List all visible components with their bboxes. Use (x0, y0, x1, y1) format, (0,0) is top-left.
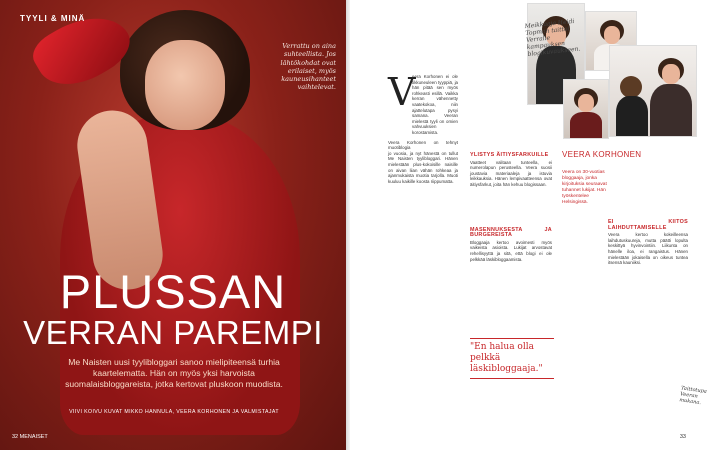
article-column-1 (388, 70, 458, 184)
right-page (350, 0, 708, 450)
column1-text-b: jo vuosia, ja nyt hänestä on tullut Me Naisten tyylibloggari. Hänen mielestään plus-kokoisille naisille on aivan liian vähän rohkeaa ja ajanmukaista muotia tarjolla. Muoti kuuluu kaikille koosta riippumatta. (388, 150, 458, 184)
headline-line1: PLUSSAN (59, 265, 287, 318)
column1-intro: eera Korhonen ei ole tikkuneuleen tyyppiä, ja hän pitää sen myös rohkeasti esillä. Vaikka kerran vähennetty vaatekokoa, niin ajattelutapa pysyi samana. Veeran mielestä tyyli on omien vahvuuksien korostamista. (412, 74, 458, 135)
section-tag: TYYLI & MINÄ (20, 14, 86, 23)
column2-text-b: Bloggaaja kertoo avoimesti myös vaikeista asioista. Lukijat arvostavat rehellisyyttä ja sitä, että blogi ei ole pelkkää läskibloggaamista. (470, 239, 552, 262)
photo-styling-session (610, 46, 696, 136)
pull-quote: "En halua olla pelkkä läskibloggaaja." (470, 338, 554, 379)
profile-name: VEERA KORHONEN (562, 150, 642, 159)
photo-quote: Verrattu on aina suhteellista. Jos lähtökohdat ovat erilaiset, myös kauneusihanteet vaihtelevat. (280, 42, 336, 92)
column2-text-a: Vaatteet valitaan tunteella, ei numerolapun perusteella. Veera suosii joustavia materiaaleja ja istuvia leikkauksia. Hänen lempivaatteensa ovat äitiysfarkut, joita hän kehuu blogissaan. (470, 159, 552, 187)
article-column-2 (470, 150, 552, 262)
left-page (0, 0, 346, 450)
subhead-aitiysfarkut: YLISTYS ÄITIYSFARKUILLE (470, 152, 549, 158)
profile-caption: Veera on 30-vuotias bloggaaja, jonka kirjoituksia seuraavat tuhannet lukijat. Hän työskentelee Helsingissä. (562, 170, 607, 205)
model-face (145, 40, 225, 130)
byline: VIIVI KOIVU KUVAT MIKKO HANNULA, VEERA KORHONEN JA VALMISTAJAT (69, 409, 279, 415)
dropcap-letter: V (388, 70, 416, 114)
column3-text: Veera kertoo kokeilleensa laihdutuskuureja, mutta päätti lopulta keskittyä hyvinvointiin. Liikunta on hänelle iloa, ei rangaistus. Hänen mielestään jokaisella on oikeus tuntea itsensä kauniiksi. (608, 232, 688, 266)
handwritten-note: Taittotupa Veeran mukana. (678, 385, 708, 407)
photo-bloggers-closeup (564, 80, 608, 138)
article-lead: Me Naisten uusi tyylibloggari sanoo mielipiteensä turhia kaartelematta. Hän on myös yksi harvoista suomalaisbloggareista, jotka kertovat pluskoon muodista. (65, 357, 283, 389)
page-number-left: 32 MENAISET (12, 434, 48, 440)
photo-caption: Meikkaaja Heidi Topman taittoi Verralle kampauksen blogikuvaukseen. (524, 17, 581, 58)
subhead-masennus: MASENNUKSESTA JA BURGEREISTA (470, 226, 552, 239)
column1-text-a: Veera Korhonen on tehnyt muotiblogia (388, 139, 458, 151)
subhead-laihduttaminen: EI KIITOS LAIHDUTTAMISELLE (608, 219, 688, 231)
headline-line2: VERRAN PAREMPI (23, 314, 323, 351)
article-column-3 (608, 150, 688, 266)
page-number-right: 33 (679, 434, 686, 440)
